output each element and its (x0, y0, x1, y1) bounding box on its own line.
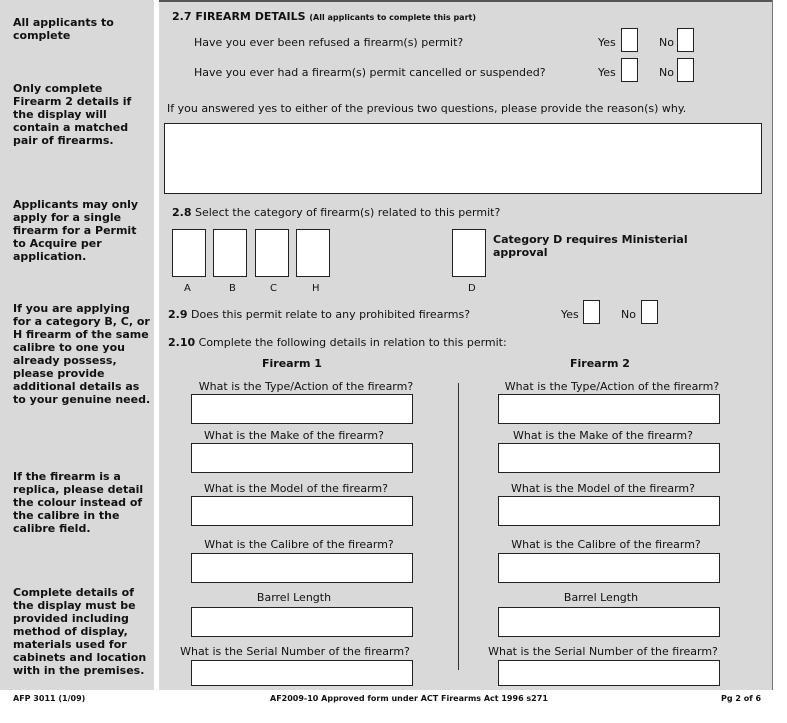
refused-yes-checkbox[interactable] (621, 28, 638, 52)
footer-form-code: AFP 3011 (1/09) (13, 694, 86, 703)
firearm-2-model-input[interactable] (498, 496, 720, 526)
question-refused: Have you ever been refused a firearm(s) permit? (194, 36, 464, 49)
yes-label: Yes (561, 308, 579, 321)
reason-prompt: If you answered yes to either of the previous two questions, please provide the reason(s) why. (167, 102, 687, 115)
firearm-1-barrel-input[interactable] (191, 607, 413, 637)
firearm-1-serial-input[interactable] (191, 660, 413, 686)
section-2-10-question: 2.10 Complete the following details in relation to this permit: (168, 336, 507, 349)
category-a-label: A (184, 283, 191, 294)
category-c-checkbox[interactable] (255, 229, 289, 277)
sidebar-note-firearm-2: Only complete Firearm 2 details if the display will contain a matched pair of firearms. (13, 82, 132, 147)
category-d-checkbox[interactable] (452, 229, 486, 277)
firearm-1-type-input[interactable] (191, 394, 413, 424)
yes-label: Yes (598, 66, 616, 79)
firearm-1-calibre-input[interactable] (191, 553, 413, 583)
sidebar-note-replica: If the firearm is a replica, please detail the colour instead of the calibre in the calibre field. (13, 470, 144, 535)
category-b-label: B (229, 283, 236, 294)
sidebar-note-all-applicants: All applicants to complete (13, 16, 114, 42)
type-action-label: What is the Type/Action of the firearm? (198, 380, 414, 393)
prohibited-no-checkbox[interactable] (641, 300, 658, 324)
firearm-1-heading: Firearm 1 (262, 357, 322, 370)
yes-label: Yes (598, 36, 616, 49)
firearm-2-barrel-input[interactable] (498, 607, 720, 637)
sidebar-note-same-calibre: If you are applying for a category B, C, or H firearm of the same calibre to one you already possess, please provide additional details as to your genuine need. (13, 302, 151, 406)
firearm-1-model-input[interactable] (191, 496, 413, 526)
calibre-label: What is the Calibre of the firearm? (511, 538, 701, 551)
category-d-label: D (468, 283, 476, 294)
cancelled-no-checkbox[interactable] (677, 58, 694, 82)
category-h-label: H (312, 283, 320, 294)
firearm-2-serial-input[interactable] (498, 660, 720, 686)
refused-no-checkbox[interactable] (677, 28, 694, 52)
model-label: What is the Model of the firearm? (203, 482, 388, 495)
category-a-checkbox[interactable] (172, 229, 206, 277)
section-2-7-heading: 2.7 FIREARM DETAILS (All applicants to complete this part) (172, 10, 477, 23)
firearm-2-type-input[interactable] (498, 394, 720, 424)
firearm-2-heading: Firearm 2 (570, 357, 630, 370)
serial-number-label: What is the Serial Number of the firearm? (180, 645, 410, 658)
category-h-checkbox[interactable] (296, 229, 330, 277)
firearm-2-make-input[interactable] (498, 443, 720, 473)
section-2-9-question: 2.9 Does this permit relate to any prohibited firearms? (168, 308, 471, 321)
prohibited-yes-checkbox[interactable] (583, 300, 600, 324)
no-label: No (659, 36, 674, 49)
sidebar-note-display-details: Complete details of the display must be provided including method of display, materials used for cabinets and location with in the premises. (13, 586, 147, 677)
category-d-note: Category D requires Ministerial approval (493, 233, 688, 259)
make-label: What is the Make of the firearm? (513, 429, 693, 442)
calibre-label: What is the Calibre of the firearm? (204, 538, 394, 551)
category-b-checkbox[interactable] (213, 229, 247, 277)
footer-approval: AF2009-10 Approved form under ACT Firearms Act 1996 s271 (270, 694, 548, 703)
top-rule (159, 0, 773, 2)
type-action-label: What is the Type/Action of the firearm? (504, 380, 720, 393)
cancelled-yes-checkbox[interactable] (621, 58, 638, 82)
column-divider (458, 383, 459, 670)
firearm-2-calibre-input[interactable] (498, 553, 720, 583)
firearm-1-make-input[interactable] (191, 443, 413, 473)
question-cancelled: Have you ever had a firearm(s) permit cancelled or suspended? (194, 66, 546, 79)
footer-page-number: Pg 2 of 6 (721, 694, 762, 703)
serial-number-label: What is the Serial Number of the firearm? (488, 645, 718, 658)
make-label: What is the Make of the firearm? (204, 429, 384, 442)
no-label: No (659, 66, 674, 79)
barrel-length-label: Barrel Length (256, 591, 332, 604)
sidebar-note-single-firearm: Applicants may only apply for a single firearm for a Permit to Acquire per application. (13, 198, 139, 263)
barrel-length-label: Barrel Length (563, 591, 639, 604)
right-rule (772, 0, 773, 690)
no-label: No (621, 308, 636, 321)
section-2-8-question: 2.8 Select the category of firearm(s) related to this permit? (172, 206, 501, 219)
reason-textarea[interactable] (164, 123, 762, 194)
model-label: What is the Model of the firearm? (510, 482, 695, 495)
category-c-label: C (270, 283, 277, 294)
